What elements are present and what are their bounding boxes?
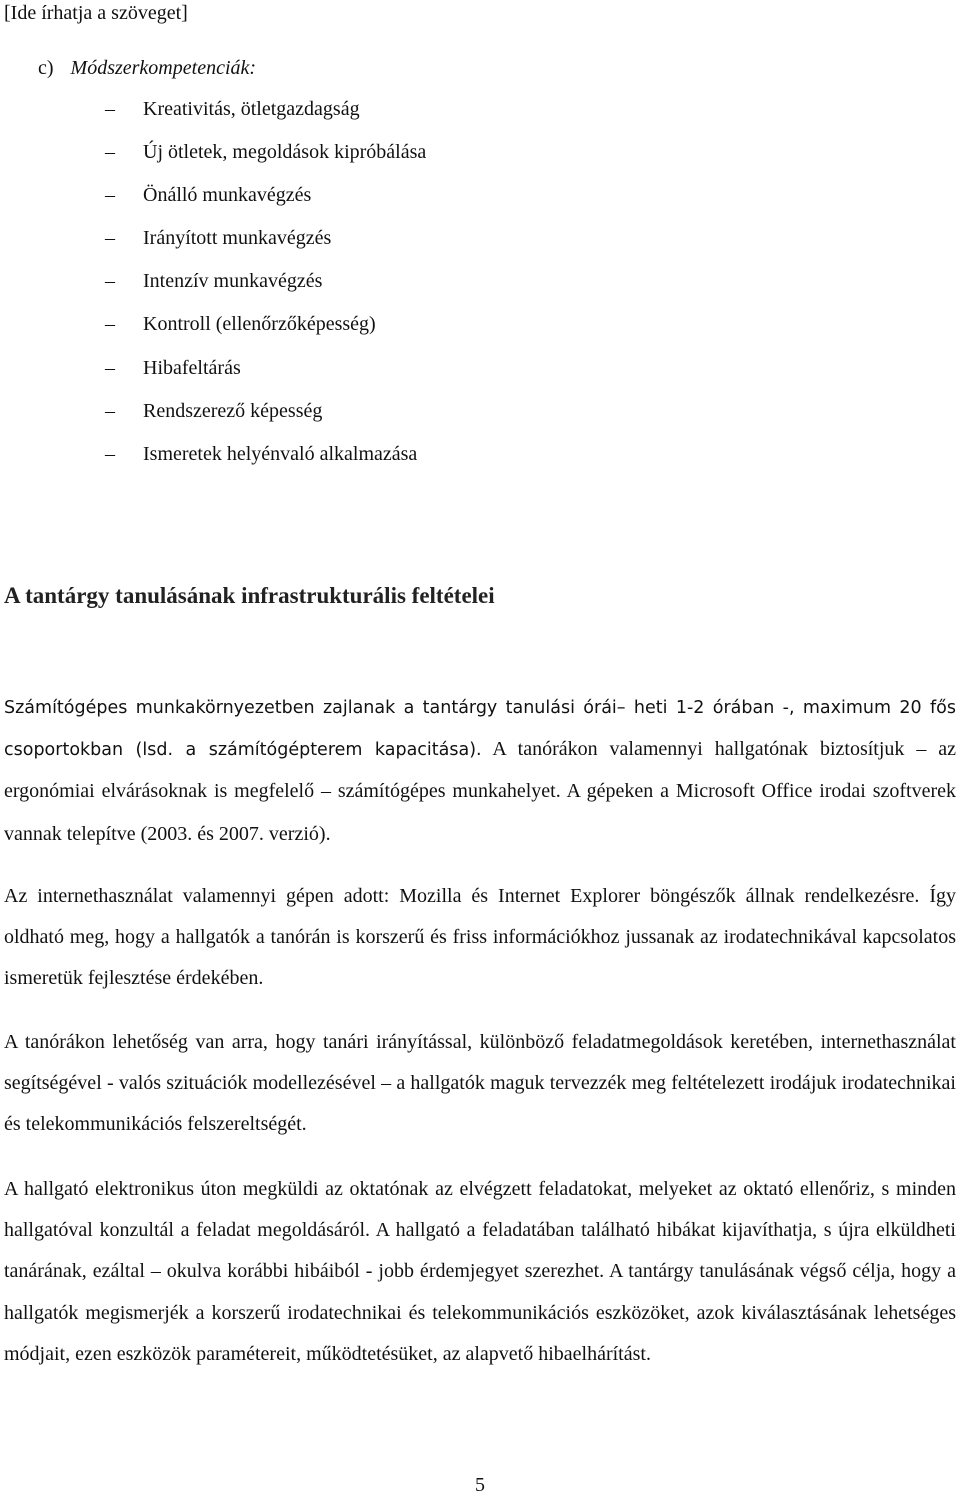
list-item xyxy=(105,312,426,355)
list-item xyxy=(105,226,426,269)
page-number: 5 xyxy=(475,1474,485,1496)
list-item xyxy=(105,356,426,399)
section-letter: c) xyxy=(38,57,54,79)
dash-icon: – xyxy=(105,442,115,465)
dash-icon: – xyxy=(105,313,115,336)
list-item xyxy=(105,399,426,442)
list-item xyxy=(105,442,426,485)
section-heading: A tantárgy tanulásának infrastrukturális feltételei xyxy=(4,583,495,608)
dash-icon: – xyxy=(105,184,115,207)
list-item-label: Rendszerező képesség xyxy=(143,399,323,422)
list-item xyxy=(105,140,426,183)
list-item-label: Irányított munkavégzés xyxy=(143,227,332,250)
dash-icon: – xyxy=(105,227,115,250)
section-c-title xyxy=(38,56,256,80)
paragraph-serif-part: A tanórákon valamennyi hallgatónak biztosítjuk – az ergonómiai elvárásoknak is megfelelő – számítógépes munkahelyet. A gépeken a Microsoft Office irodai szoftverek vannak telepítve (2003. és 2007. verzió). xyxy=(4,738,956,845)
page-header: [Ide írhatja a szöveget] xyxy=(4,2,188,24)
dash-icon: – xyxy=(105,356,115,379)
paragraph-lessons: A tanórákon lehetőség van arra, hogy tanári irányítással, különböző feladatmegoldások keretében, internethasználat segítségével - valós szituációk modellezésével – a hallgatók maguk tervezzék meg feltételezett irodájuk irodatechnikai és telekommunikációs felszereltségét. xyxy=(4,1031,956,1136)
paragraph-internet: Az internethasználat valamennyi gépen adott: Mozilla és Internet Explorer böngészők állnak rendelkezésre. Így oldható meg, hogy a hallgatók a tanórán is korszerű és friss információkhoz jussanak az irodatechnikával kapcsolatos ismeretük fejlesztése érdekében. xyxy=(4,885,956,990)
list-item-label: Önálló munkavégzés xyxy=(143,184,312,207)
list-item-label: Kontroll (ellenőrzőképesség) xyxy=(143,313,376,336)
section-title: Módszerkompetenciák: xyxy=(70,57,257,79)
list-item-label: Intenzív munkavégzés xyxy=(143,270,323,293)
list-item-label: Hibafeltárás xyxy=(143,356,241,379)
list-item-label: Ismeretek helyénvaló alkalmazása xyxy=(143,442,418,465)
dash-icon: – xyxy=(105,141,115,164)
dash-icon: – xyxy=(105,399,115,422)
list-item xyxy=(105,97,426,140)
paragraph-assignments: A hallgató elektronikus úton megküldi az oktatónak az elvégzett feladatokat, melyeket az oktató ellenőriz, s minden hallgatóval konzultál a feladat megoldásáról. A hallgató a feladatában található hibákat kijavíthatja, s újra elküldheti tanárának, ezáltal – okulva korábbi hibáiból - jobb érdemjegyet szerezhet. A tantárgy tanulásának végső célja, hogy a hallgatók megismerjék a korszerű irodatechnikai és telekommunikációs eszközöket, azok kiválasztásának lehetséges módjait, ezen eszközök paramétereit, működtetésüket, az alapvető hibaelhárítást. xyxy=(4,1178,956,1365)
competency-list xyxy=(105,97,426,485)
list-item-label: Új ötletek, megoldások kipróbálása xyxy=(143,141,427,164)
list-item xyxy=(105,269,426,312)
paragraph-sans-part: Számítógépes munkakörnyezetben zajlanak a tantárgy tanulási órái– heti 1-2 órában -, maximum 20 fős csoportokban (lsd. a számítógépterem kapacitása). xyxy=(4,698,956,761)
dash-icon: – xyxy=(105,98,115,120)
list-item xyxy=(105,183,426,226)
dash-icon: – xyxy=(105,270,115,293)
list-item-label: Kreativitás, ötletgazdagság xyxy=(143,98,360,120)
paragraph-infrastructure xyxy=(4,688,956,856)
